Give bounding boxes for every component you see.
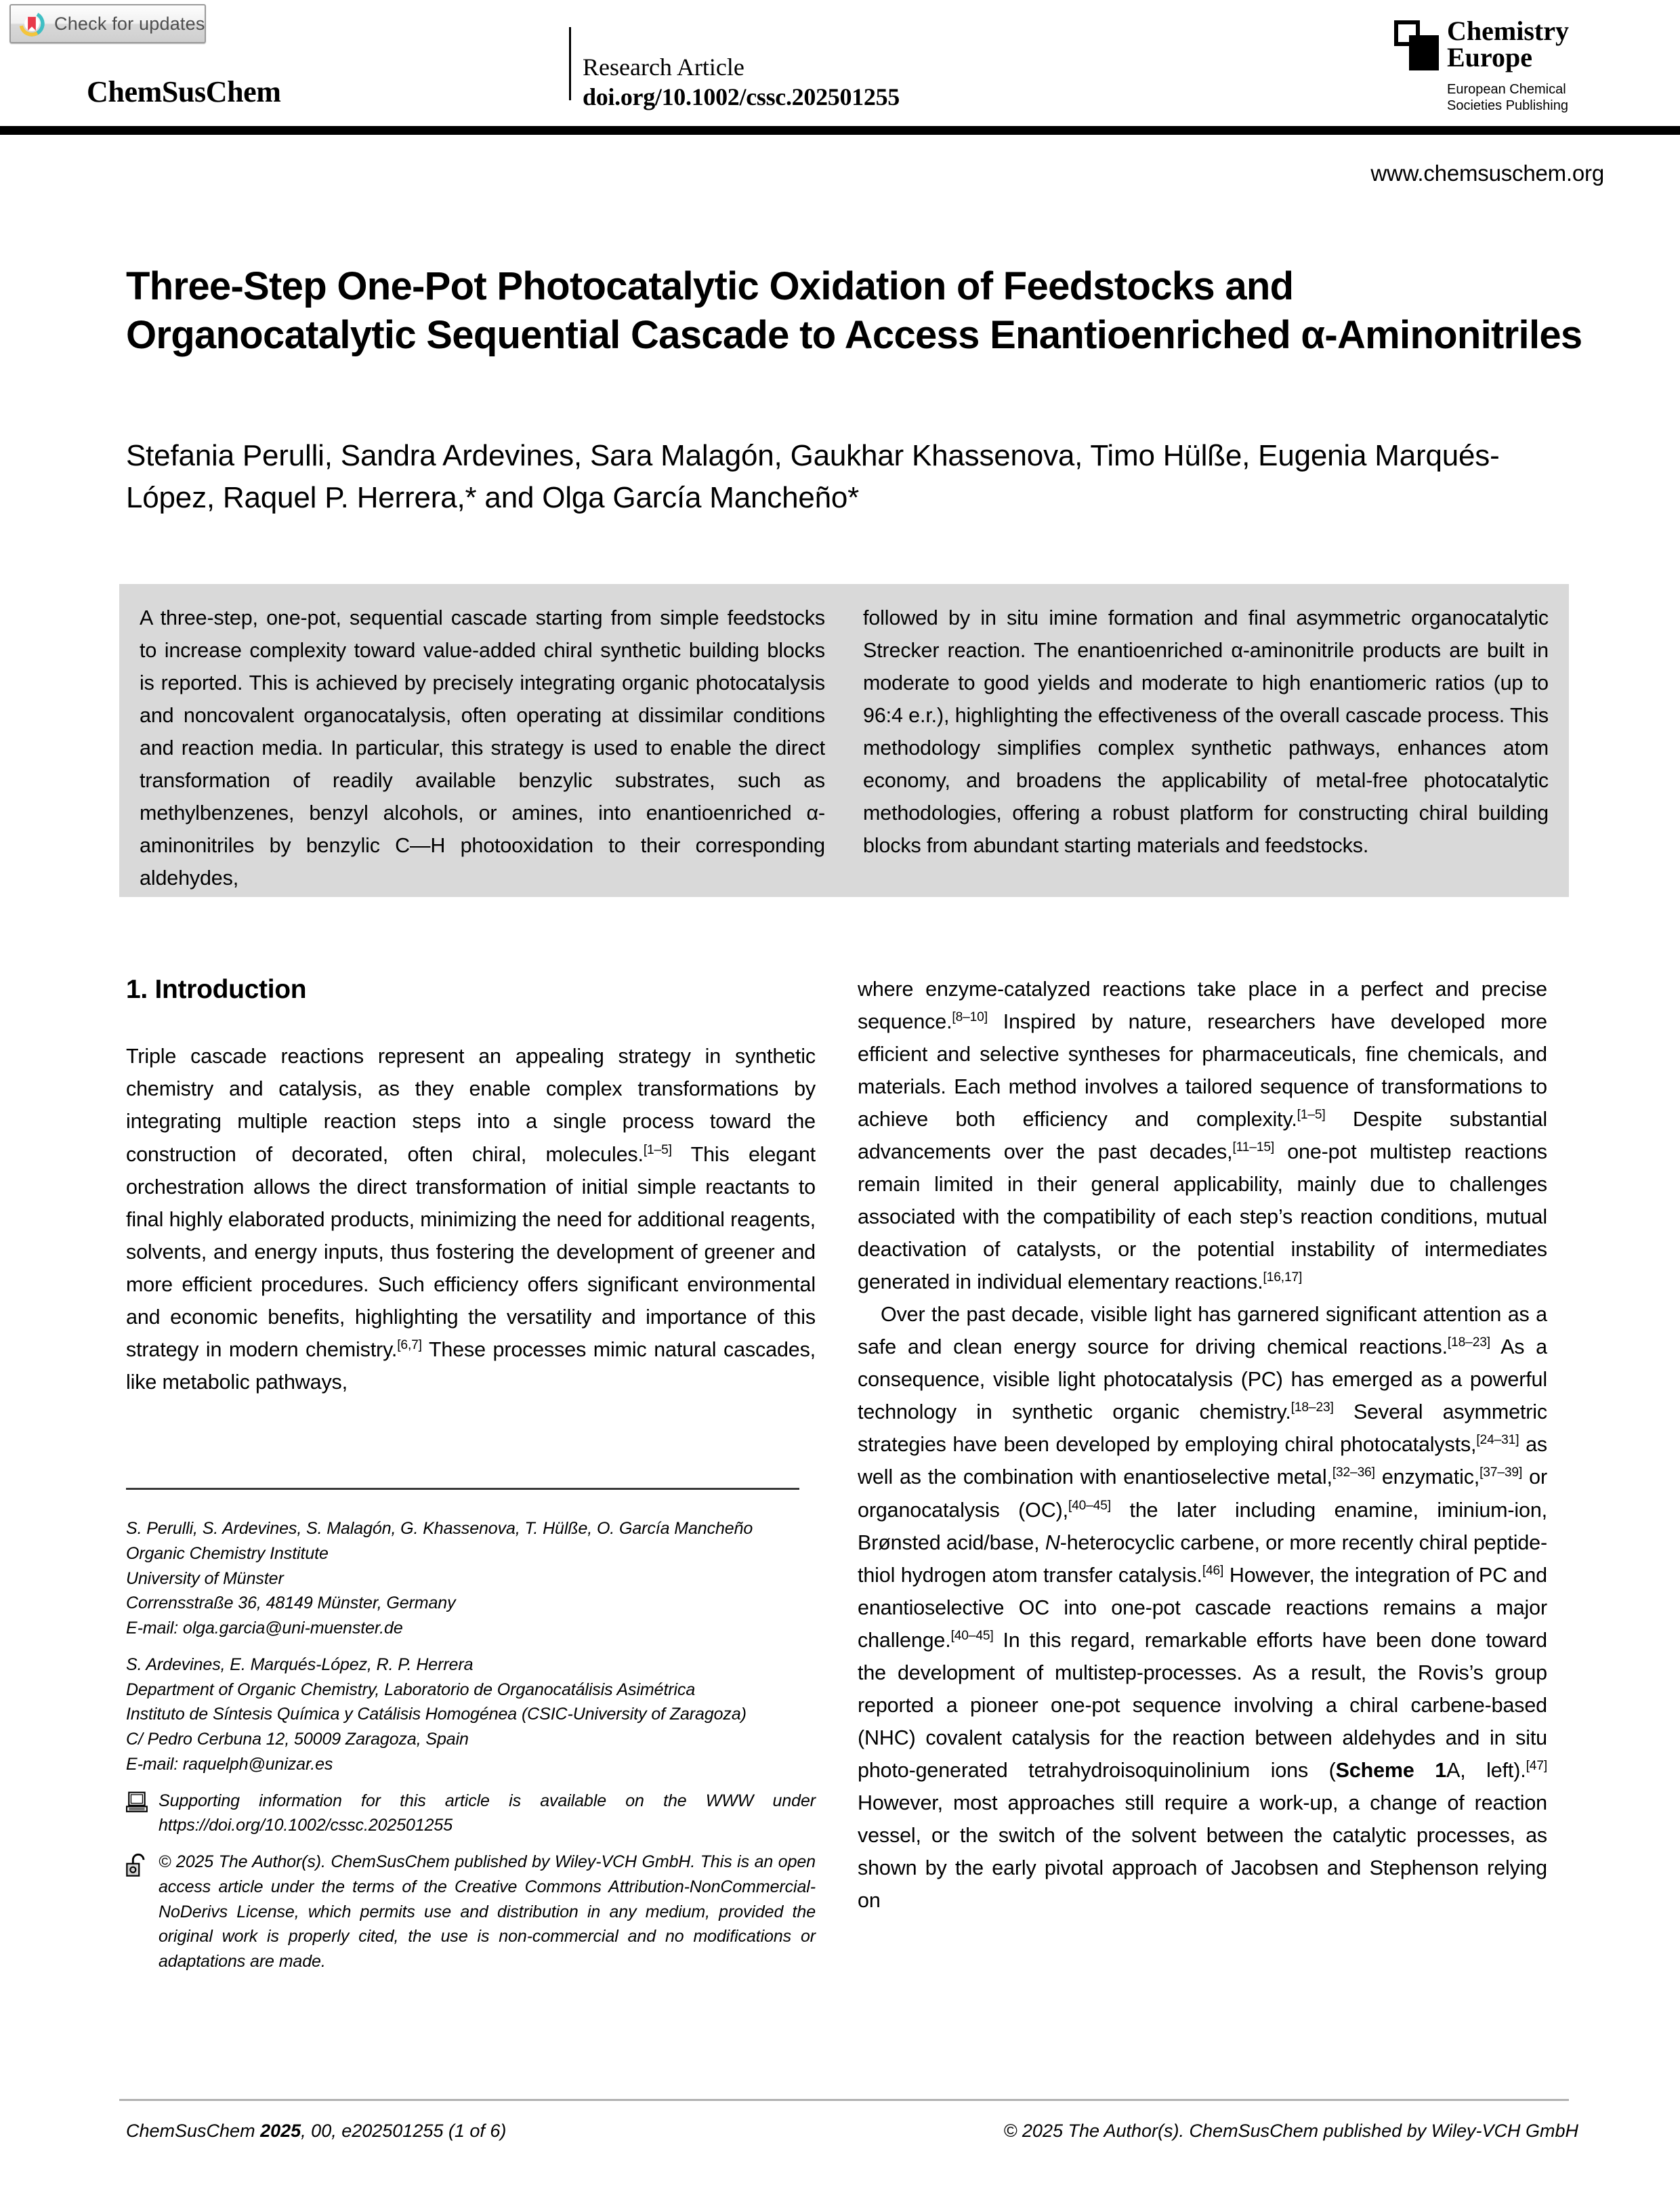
chemistry-europe-wordmark — [1447, 16, 1569, 73]
header-black-bar — [0, 126, 1680, 135]
citation-11-15-r[interactable]: [11–15] — [1232, 1140, 1275, 1154]
affiliation-block-2 — [126, 1652, 816, 1777]
journal-name: ChemSusChem — [87, 75, 281, 108]
section-heading-introduction: 1. Introduction — [126, 975, 307, 1004]
affiliation-2-authors: S. Ardevines, E. Marqués-López, R. P. Herrera — [126, 1654, 474, 1674]
citation-24-31[interactable]: [24–31] — [1476, 1433, 1519, 1448]
intro-p1-text-b: This elegant orchestration allows the direct transformation of initial simple reactants to final highly elaborated products, minimizing the need for additional reagents, solvents, and energy inputs, thus fostering the development of greener and more efficient procedures. Such efficiency offers significant environmental and economic benefits, highlighting the versatility and importance of this strategy in modern chemistry. — [126, 1142, 816, 1361]
supporting-information-text[interactable]: Supporting information for this article is available on the WWW under https://doi.org/10.1002/cssc.202501255 — [159, 1791, 816, 1835]
article-doi[interactable]: doi.org/10.1002/cssc.202501255 — [583, 83, 900, 110]
intro-p2-text-b: As a consequence, visible light photocatalysis (PC) has emerged as a powerful technology in synthetic organic chemistry. — [858, 1335, 1547, 1424]
affiliation-1-institute: Organic Chemistry Institute — [126, 1543, 329, 1563]
intro-p1-text-c: These processes mimic natural cascades, like metabolic pathways, — [126, 1337, 816, 1394]
license-note — [126, 1850, 816, 1974]
intro-paragraph-2 — [858, 1298, 1547, 1917]
open-access-lock-icon — [126, 1852, 149, 1886]
citation-40-45-a[interactable]: [40–45] — [1068, 1498, 1111, 1513]
intro-p2-text-k: A, left). — [1446, 1758, 1526, 1782]
citation-40-45-b[interactable]: [40–45] — [950, 1628, 994, 1643]
check-for-updates-label: Check for updates — [54, 13, 205, 34]
body-column-right — [858, 973, 1547, 1917]
intro-p2-text-e: enzymatic, — [1374, 1465, 1480, 1489]
affiliation-2-department: Department of Organic Chemistry, Laboratorio de Organocatálisis Asimétrica — [126, 1680, 696, 1699]
affiliation-2-address: C/ Pedro Cerbuna 12, 50009 Zaragoza, Spain — [126, 1730, 469, 1749]
author-list: Stefania Perulli, Sandra Ardevines, Sara Malagón, Gaukhar Khassenova, Timo Hülße, Eugenia Marqués-López, Raquel P. Herrera,* and Olga García Mancheño* — [126, 439, 1500, 515]
italic-n-locant: N — [1045, 1530, 1060, 1554]
footer-citation — [126, 2121, 506, 2142]
footer-year: 2025 — [260, 2121, 301, 2141]
intro-p2-text-h: -heterocyclic carbene, or more recently chiral peptide-thiol hydrogen atom transfer catalysis. — [858, 1530, 1547, 1587]
intro-p2-text-g: the later including enamine, iminium-ion, Brønsted acid/base, — [858, 1498, 1547, 1554]
intro-paragraph-1 — [126, 1040, 816, 1398]
chemistry-europe-tagline — [1447, 81, 1604, 114]
affiliation-2-institute: Instituto de Síntesis Química y Catálisis Homogénea (CSIC-University of Zaragoza) — [126, 1705, 747, 1724]
affiliation-2-email[interactable]: E-mail: raquelph@unizar.es — [126, 1754, 333, 1774]
crossmark-icon — [18, 9, 46, 38]
abstract-box — [119, 584, 1569, 897]
article-type-label: Research Article — [583, 54, 744, 81]
affiliation-block-1 — [126, 1516, 816, 1641]
footer-copyright: © 2025 The Author(s). ChemSusChem published by Wiley-VCH GmbH — [1003, 2121, 1578, 2141]
logo-sub-2: Societies Publishing — [1447, 98, 1568, 114]
citation-16-17-r[interactable]: [16,17] — [1263, 1270, 1303, 1285]
page-title: Three-Step One-Pot Photocatalytic Oxidation of Feedstocks and Organocatalytic Sequential Cascade to Access Enantioenriched α-Aminonitriles — [126, 264, 1582, 357]
citation-1-5[interactable]: [1–5] — [643, 1142, 672, 1157]
intro-p1c-text-c: where enzyme-catalyzed reactions take place in a perfect and precise sequence. — [858, 978, 1547, 1034]
license-text: © 2025 The Author(s). ChemSusChem published by Wiley-VCH GmbH. This is an open access article under the terms of the Creative Commons Attribution-NonCommercial-NoDerivs License, which permits use and distribution in any medium, provided the original work is properly cited, the use is non-commercial and no modifications or adaptations are made. — [159, 1852, 816, 1971]
logo-line-2: Europe — [1447, 42, 1532, 73]
affiliation-1-university: University of Münster — [126, 1568, 284, 1588]
abstract-column-1: A three-step, one-pot, sequential cascade starting from simple feedstocks to increase complexity toward value-added chiral synthetic building blocks is reported. This is achieved by precisely integrating organic photocatalysis and noncovalent organocatalysis, often operating at dissimilar conditions and reaction media. In particular, this strategy is used to enable the direct transformation of readily available benzylic substrates, such as methylbenzenes, benzyl alcohols, or amines, into enantioenriched α-aminonitriles by benzylic C—H photooxidation to their corresponding aldehydes, — [140, 606, 825, 890]
footer-journal-name: ChemSusChem — [126, 2121, 255, 2141]
intro-p2-text-c: Several asymmetric strategies have been developed by employing chiral photocatalysts, — [858, 1400, 1547, 1457]
header-divider — [569, 27, 571, 100]
abstract-column-2: followed by in situ imine formation and final asymmetric organocatalytic Strecker reaction. The enantioenriched α-aminonitrile products are built in moderate to good yields and moderate to high enantiomeric ratios (up to 96:4 e.r.), highlighting the effectiveness of the overall cascade process. This methodology simplifies complex synthetic pathways, enhances atom economy, and broadens the applicability of metal-free photocatalytic methodologies, offering a robust platform for constructing chiral building blocks from abundant starting materials and feedstocks. — [863, 606, 1549, 858]
chemistry-europe-mark-icon — [1394, 20, 1442, 73]
affiliation-1-authors: S. Perulli, S. Ardevines, S. Malagón, G. Khassenova, T. Hülße, O. García Mancheño — [126, 1519, 753, 1538]
logo-line-1: Chemistry — [1447, 16, 1569, 46]
intro-p1c-text-d: Inspired by nature, researchers have developed more efficient and selective syntheses for pharmaceuticals, fine chemicals, and materials. Each method involves a tailored sequence of transformations to achieve both efficiency and complexity. — [858, 1010, 1547, 1131]
computer-icon — [126, 1791, 149, 1820]
citation-32-36[interactable]: [32–36] — [1332, 1465, 1375, 1480]
body-column-left — [126, 969, 816, 1398]
intro-p1-text-a: Triple cascade reactions represent an appealing strategy in synthetic chemistry and catalysis, as they enable complex transformations by integrating multiple reaction steps into a single process toward the construction of decorated, often chiral, molecules. — [126, 1045, 816, 1166]
footnote-divider — [126, 1488, 799, 1490]
intro-p2-text-l: However, most approaches still require a work-up, a change of reaction vessel, or the switch of the solvent between the catalytic processes, as shown by the early pivotal approach of Jacobsen and Stephenson relying on — [858, 1791, 1547, 1912]
intro-p2-text-i: However, the integration of PC and enantioselective OC into one-pot cascade reactions remains a major challenge. — [858, 1563, 1547, 1652]
citation-6-7[interactable]: [6,7] — [397, 1337, 422, 1352]
intro-p2-text-f: or organocatalysis (OC), — [858, 1465, 1547, 1522]
scheme-1-reference[interactable]: Scheme 1 — [1335, 1758, 1447, 1782]
chemistry-europe-logo — [1394, 18, 1604, 114]
intro-p2-text-d: as well as the combination with enantioselective metal, — [858, 1433, 1547, 1489]
footer-divider — [119, 2099, 1569, 2101]
citation-18-23-a[interactable]: [18–23] — [1447, 1335, 1490, 1350]
citation-37-39[interactable]: [37–39] — [1479, 1465, 1523, 1480]
footer-citation-rest: , 00, e202501255 (1 of 6) — [301, 2121, 507, 2141]
intro-p1c-text-f: one-pot multistep reactions remain limited in their general applicability, mainly due to challenges associated with the compatibility of each step’s reaction conditions, mutual deactivation of catalysts, or the potential instability of intermediates generated in individual elementary reactions. — [858, 1140, 1548, 1294]
supporting-information-note — [126, 1789, 816, 1839]
citation-1-5-r[interactable]: [1–5] — [1297, 1107, 1326, 1122]
journal-website-url[interactable]: www.chemsuschem.org — [1370, 161, 1604, 186]
citation-46[interactable]: [46] — [1202, 1563, 1224, 1578]
citation-18-23-b[interactable]: [18–23] — [1290, 1400, 1334, 1415]
intro-paragraph-1-cont — [858, 973, 1547, 1298]
intro-p2-text-j: In this regard, remarkable efforts have been done toward the development of multistep-processes. As a result, the Rovis’s group reported a pioneer one-pot sequence involving a chiral carbene-based (NHC) covalent catalysis for the reaction between aldehydes and in situ photo-generated tetrahydroisoquinolinium ions ( — [858, 1628, 1547, 1782]
footnote-area — [126, 1516, 816, 1974]
affiliation-1-address: Corrensstraße 36, 48149 Münster, Germany — [126, 1593, 456, 1613]
logo-sub-1: European Chemical — [1447, 82, 1566, 97]
affiliation-1-email[interactable]: E-mail: olga.garcia@uni-muenster.de — [126, 1619, 403, 1638]
intro-p2-text-a: Over the past decade, visible light has garnered significant attention as a safe and clean energy source for driving chemical reactions. — [858, 1303, 1547, 1359]
citation-8-10-r[interactable]: [8–10] — [952, 1009, 988, 1024]
citation-47[interactable]: [47] — [1526, 1758, 1548, 1773]
check-for-updates-badge[interactable] — [9, 4, 206, 43]
intro-p1c-text-e: Despite substantial advancements over the past decades, — [858, 1108, 1547, 1164]
